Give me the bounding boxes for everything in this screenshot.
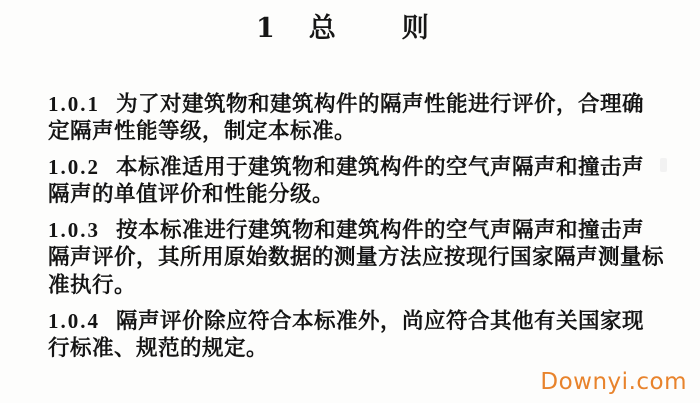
clause-text: 隔声评价除应符合本标准外，尚应符合其他有关国家现 — [116, 309, 645, 334]
clause-text: 为了对建筑物和建筑构件的隔声性能进行评价，合理确 — [116, 92, 645, 117]
clause-number: 1.0.1 — [48, 92, 100, 116]
clause-number: 1.0.2 — [48, 155, 100, 179]
clause-number: 1.0.3 — [48, 218, 100, 242]
watermark-text: Downyi.com — [540, 369, 687, 395]
clause-line: 隔声的单值评价和性能分级。 — [48, 182, 335, 207]
clause-line: 准执行。 — [48, 273, 137, 298]
title-word-2: 则 — [401, 13, 429, 44]
clause-line — [48, 307, 668, 335]
clause-1-0-4 — [48, 307, 668, 363]
clause-text: 按本标准进行建筑物和建筑构件的空气声隔声和撞击声 — [116, 218, 645, 243]
title-word-1: 总 — [308, 13, 336, 44]
clause-line: 行标准、规范的规定。 — [48, 336, 269, 361]
scan-artifact — [660, 158, 667, 172]
clause-list — [48, 90, 668, 370]
clause-text: 本标准适用于建筑物和建筑构件的空气声隔声和撞击声 — [116, 155, 645, 180]
title-chapter-number: 1 — [256, 13, 275, 44]
clause-line — [48, 90, 668, 118]
clause-1-0-2 — [48, 153, 668, 209]
clause-1-0-3 — [48, 216, 668, 300]
clause-line — [48, 153, 668, 181]
clause-1-0-1 — [48, 90, 668, 146]
clause-line — [48, 216, 668, 244]
page-title — [256, 13, 429, 45]
clause-line: 隔声评价，其所用原始数据的测量方法应按现行国家隔声测量标 — [48, 245, 665, 270]
clause-number: 1.0.4 — [48, 309, 100, 333]
clause-line: 定隔声性能等级，制定本标准。 — [48, 119, 357, 144]
